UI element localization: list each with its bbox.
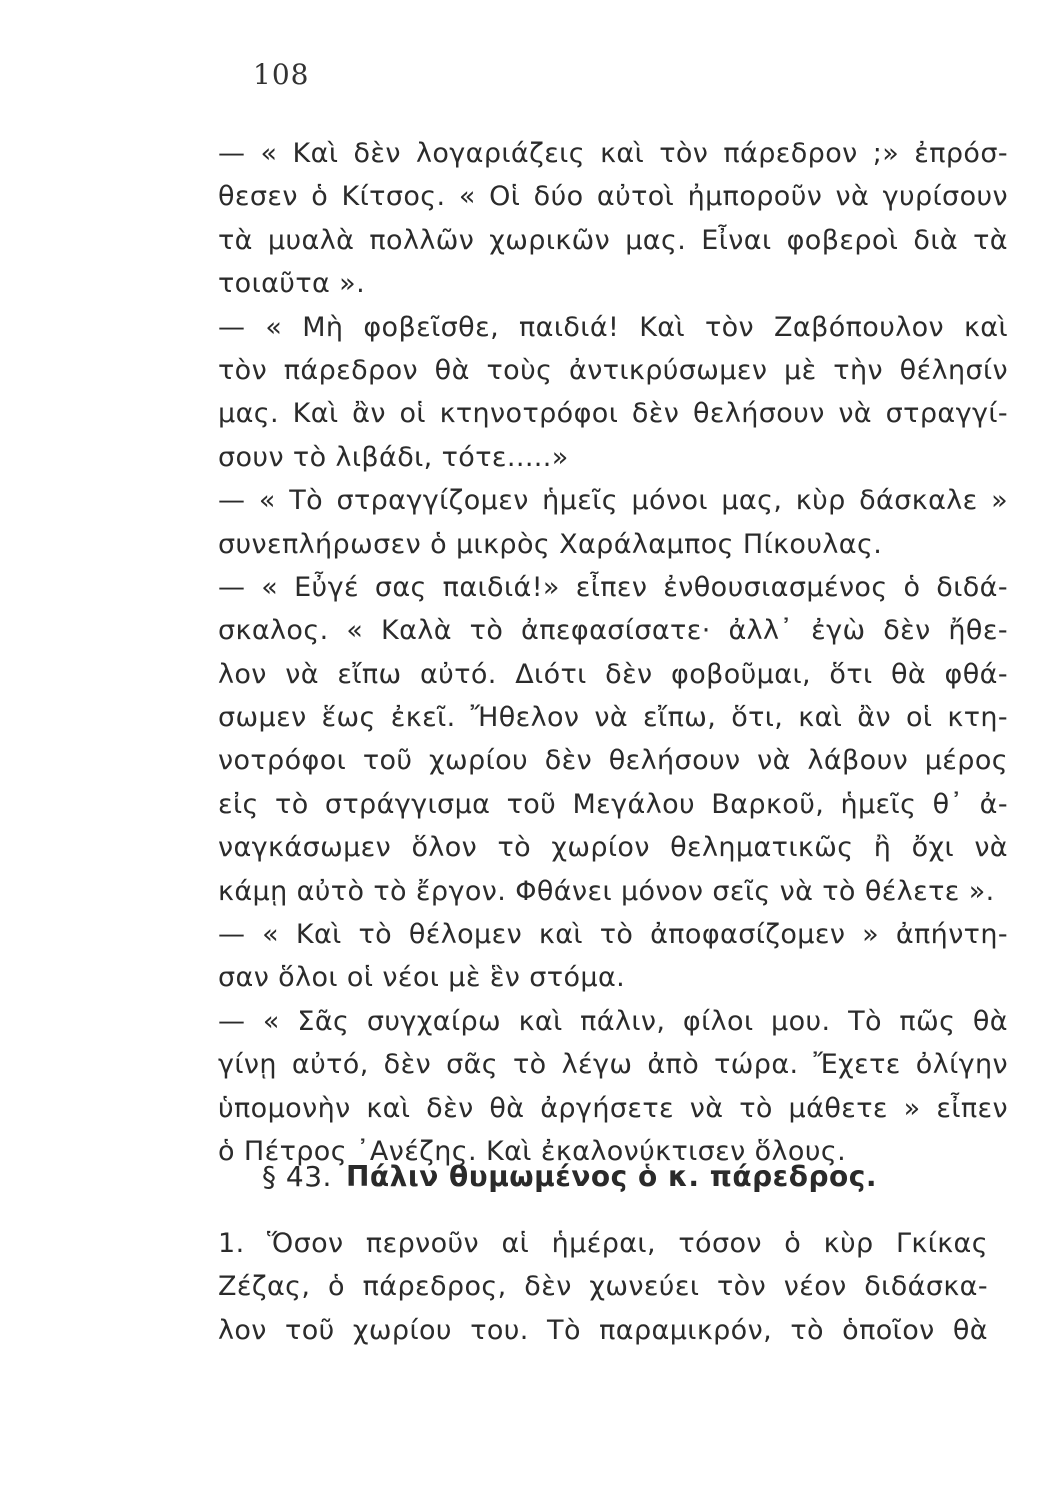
section-title: Πάλιν θυμωμένος ὁ κ. πάρεδρος. (345, 1160, 878, 1193)
text-line: λον τοῦ χωρίου του. Τὸ παραμικρόν, τὸ ὁποῖον θὰ (218, 1314, 988, 1346)
body-text-bottom (218, 1222, 988, 1352)
text-line: σωμεν ἕως ἐκεῖ. Ἤθελον νὰ εἴπω, ὅτι, καὶ ἂν οἱ κτη- (218, 702, 1008, 734)
text-line: ναγκάσωμεν ὅλον τὸ χωρίον θεληματικῶς ἢ ὄχι νὰ (218, 832, 1008, 864)
paragraph (218, 132, 1008, 306)
text-line: Ζέζας, ὁ πάρεδρος, δὲν χωνεύει τὸν νέον διδάσκα- (218, 1271, 988, 1303)
paragraph (218, 479, 1008, 566)
text-line: γίνῃ αὐτό, δὲν σᾶς τὸ λέγω ἀπὸ τώρα. Ἔχετε ὀλίγην (218, 1049, 1008, 1081)
text-line: σαν ὅλοι οἱ νέοι μὲ ἓν στόμα. (218, 962, 626, 994)
text-line: — « Εὖγέ σας παιδιά!» εἶπεν ἐνθουσιασμένος ὁ διδά- (218, 571, 1008, 603)
body-text-top (218, 132, 1008, 1173)
text-line: — « Καὶ τὸ θέλομεν καὶ τὸ ἀποφασίζομεν » ἀπήντη- (218, 919, 1008, 951)
text-line: τοιαῦτα ». (218, 268, 366, 300)
text-line: μας. Καὶ ἂν οἱ κτηνοτρόφοι δὲν θελήσουν νὰ στραγγί- (218, 398, 1008, 430)
paragraph (218, 306, 1008, 480)
paragraph (218, 1222, 988, 1352)
section-number: § 43. (262, 1160, 332, 1193)
section-heading (262, 1160, 877, 1193)
text-line: — « Σᾶς συγχαίρω καὶ πάλιν, φίλοι μου. Τὸ πῶς θὰ (218, 1005, 1008, 1037)
text-line: ὑπομονὴν καὶ δὲν θὰ ἀργήσετε νὰ τὸ μάθετε » εἶπεν (218, 1092, 1008, 1124)
text-line: κάμῃ αὐτὸ τὸ ἔργον. Φθάνει μόνον σεῖς νὰ τὸ θέλετε ». (218, 875, 995, 907)
text-line: εἰς τὸ στράγγισμα τοῦ Μεγάλου Βαρκοῦ, ἡμεῖς θ᾽ ἀ- (218, 788, 1008, 820)
paragraph (218, 913, 1008, 1000)
text-line: — « Μὴ φοβεῖσθε, παιδιά! Καὶ τὸν Ζαβόπουλον καὶ (218, 311, 1008, 343)
text-line: σουν τὸ λιβάδι, τότε.....» (218, 441, 569, 473)
paragraph (218, 566, 1008, 913)
page-number: 108 (253, 58, 310, 91)
text-line: σκαλος. « Καλὰ τὸ ἀπεφασίσατε· ἀλλ᾽ ἐγὼ δὲν ἤθε- (218, 615, 1008, 647)
text-line: τὸν πάρεδρον θὰ τοὺς ἀντικρύσωμεν μὲ τὴν θέλησίν (218, 354, 1008, 386)
text-line: νοτρόφοι τοῦ χωρίου δὲν θελήσουν νὰ λάβουν μέρος (218, 745, 1008, 777)
text-line: — « Τὸ στραγγίζομεν ἡμεῖς μόνοι μας, κὺρ δάσκαλε » (218, 485, 1008, 517)
text-line: ὁ Πέτρος ᾿Ανέζης. Καὶ ἐκαλονύκτισεν ὅλους. (218, 1135, 847, 1167)
text-line: θεσεν ὁ Κίτσος. « Οἱ δύο αὐτοὶ ἠμποροῦν νὰ γυρίσουν (218, 181, 1008, 213)
text-line: τὰ μυαλὰ πολλῶν χωρικῶν μας. Εἶναι φοβεροὶ διὰ τὰ (218, 224, 1008, 256)
text-line: 1. Ὅσον περνοῦν αἱ ἡμέραι, τόσον ὁ κὺρ Γκίκας (218, 1228, 988, 1259)
text-line: — « Καὶ δὲν λογαριάζεις καὶ τὸν πάρεδρον ;» ἐπρόσ- (218, 138, 1008, 169)
text-line: συνεπλήρωσεν ὁ μικρὸς Χαράλαμπος Πίκουλας. (218, 528, 883, 560)
text-line: λον νὰ εἴπω αὐτό. Διότι δὲν φοβοῦμαι, ὅτι θὰ φθά- (218, 658, 1008, 690)
paragraph (218, 1000, 1008, 1174)
